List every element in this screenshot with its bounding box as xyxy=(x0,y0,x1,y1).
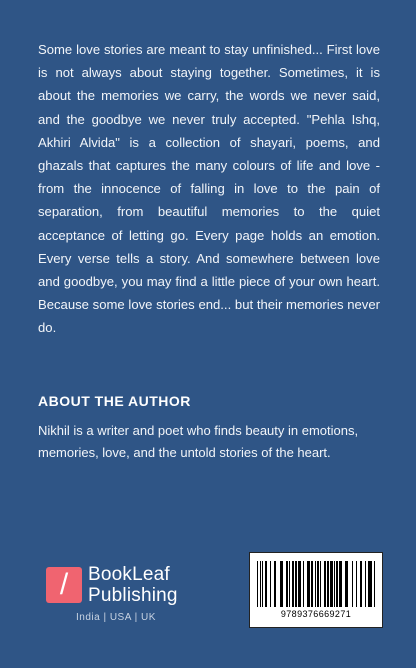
isbn-barcode xyxy=(249,552,383,628)
barcode-bar xyxy=(374,561,375,607)
publisher-regions: India | USA | UK xyxy=(76,612,156,623)
isbn-number: 9789376669271 xyxy=(280,609,352,619)
about-author-heading: ABOUT THE AUTHOR xyxy=(38,393,191,409)
publisher-name-line2: Publishing xyxy=(88,585,178,606)
publisher-name-line1: BookLeaf xyxy=(88,564,170,585)
back-cover-blurb: Some love stories are meant to stay unfinished... First love is not always about staying together. Sometimes, it is about the memories we carry, the words we never said, and the goodbye we never truly accepted. "Pehla Ishq, Akhiri Alvida" is a collection of shayari, poems, and ghazals that captures the many colours of life and love - from the innocence of falling in love to the pain of separation, from beautiful memories to the quiet acceptance of letting go. Every page holds an emotion. Every verse tells a story. And somewhere between love and goodbye, you may find a little piece of your own heart. Because some love stories end... but their memories never do. xyxy=(38,42,380,336)
barcode-bars xyxy=(257,561,375,607)
publisher-logo xyxy=(46,564,186,627)
publisher-logo-slash: / xyxy=(59,568,69,601)
about-author-text: Nikhil is a writer and poet who finds beauty in emotions, memories, love, and the untold stories of the heart. xyxy=(38,423,359,460)
